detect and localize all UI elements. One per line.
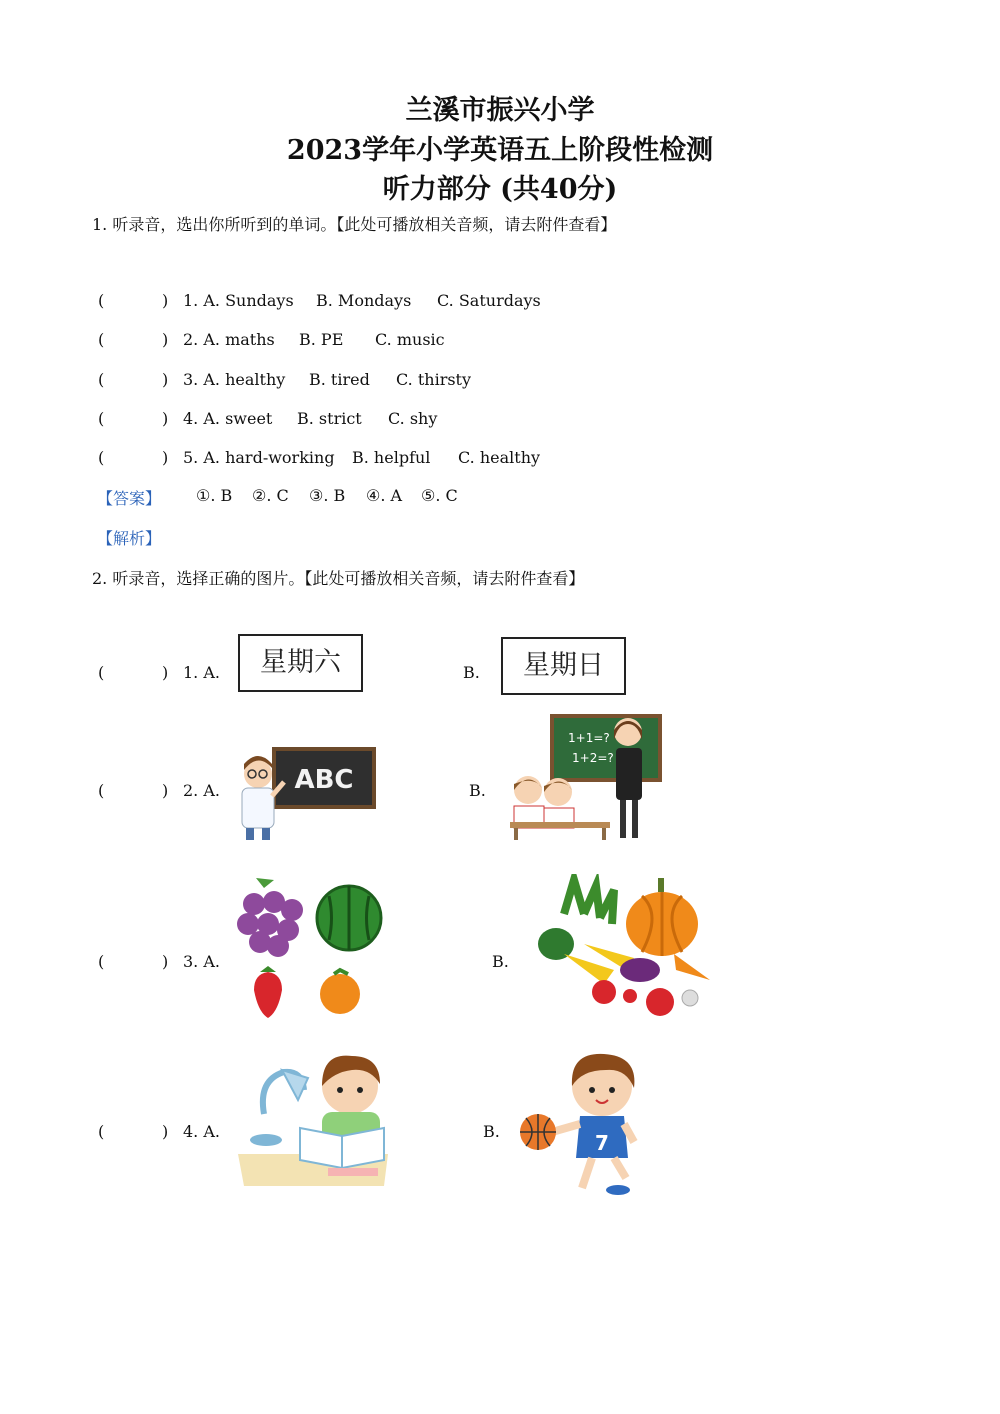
q2-item-2-a: 2. A. <box>183 781 220 800</box>
option-a: 4. A. sweet <box>183 409 273 428</box>
q2-prompt: 2. 听录音，选择正确的图片。【此处可播放相关音频，请去附件查看】 <box>92 569 585 588</box>
fruits-icon <box>234 874 388 1024</box>
paren-open: ( <box>98 952 105 971</box>
answer-5: ⑤. C <box>421 486 458 505</box>
q2-item-1-a: 1. A. <box>183 663 220 682</box>
boy-studying-icon <box>234 1050 392 1194</box>
paren-open: ( <box>98 448 105 467</box>
board-sum-1: 1+1=? <box>568 731 610 745</box>
paren-close: ) <box>162 370 169 389</box>
paren-open: ( <box>98 781 105 800</box>
paren-close: ) <box>162 663 169 682</box>
option-a: 2. A. maths <box>183 330 275 349</box>
answer-label: 【答案】 <box>97 489 162 508</box>
english-teacher-icon <box>232 744 378 844</box>
option-b: B. PE <box>299 330 344 349</box>
paren-open: ( <box>98 663 105 682</box>
option-a: 3. A. healthy <box>183 370 286 389</box>
paren-close: ) <box>162 448 169 467</box>
q2-item-2-b: B. <box>469 781 486 800</box>
paren-close: ) <box>162 330 169 349</box>
paren-close: ) <box>162 1122 169 1141</box>
answer-3: ③. B <box>309 486 346 505</box>
option-c: C. thirsty <box>396 370 472 389</box>
analysis-label: 【解析】 <box>97 529 162 548</box>
option-b: B. Mondays <box>316 291 412 310</box>
q2-item-3-b: B. <box>492 952 509 971</box>
school-name: 兰溪市振兴小学 <box>405 95 595 126</box>
option-a: 5. A. hard-working <box>183 448 335 467</box>
option-c: C. Saturdays <box>437 291 541 310</box>
paren-close: ) <box>162 291 169 310</box>
paren-close: ) <box>162 952 169 971</box>
q2-item-4-a: 4. A. <box>183 1122 220 1141</box>
board-sum-2: 1+2=? <box>572 751 614 765</box>
option-c: C. shy <box>388 409 438 428</box>
paren-open: ( <box>98 370 105 389</box>
vegetables-icon <box>534 874 712 1022</box>
option-c: C. healthy <box>458 448 541 467</box>
boy-basketball-icon <box>516 1050 640 1196</box>
math-class-icon <box>506 710 666 844</box>
q2-item-3-a: 3. A. <box>183 952 220 971</box>
paren-open: ( <box>98 330 105 349</box>
answer-4: ④. A <box>366 486 403 505</box>
answer-1: ①. B <box>196 486 233 505</box>
exam-title: 2023学年小学英语五上阶段性检测 <box>286 135 714 166</box>
paren-open: ( <box>98 409 105 428</box>
option-a: 1. A. Sundays <box>183 291 294 310</box>
paren-close: ) <box>162 781 169 800</box>
paren-open: ( <box>98 1122 105 1141</box>
option-b: B. tired <box>309 370 370 389</box>
option-c: C. music <box>375 330 445 349</box>
paren-open: ( <box>98 291 105 310</box>
answer-2: ②. C <box>252 486 289 505</box>
option-b: B. helpful <box>352 448 431 467</box>
section-title: 听力部分 (共40分) <box>382 174 618 205</box>
q2-item-4-b: B. <box>483 1122 500 1141</box>
saturday-card: 星期六 <box>238 634 363 692</box>
paren-close: ) <box>162 409 169 428</box>
q1-prompt: 1. 听录音，选出你所听到的单词。【此处可播放相关音频，请去附件查看】 <box>92 215 617 234</box>
option-b: B. strict <box>297 409 362 428</box>
q2-item-1-b: B. <box>463 663 480 682</box>
jersey-number: 7 <box>595 1131 609 1155</box>
sunday-card: 星期日 <box>501 637 626 695</box>
chalkboard-text: ABC <box>294 765 354 795</box>
